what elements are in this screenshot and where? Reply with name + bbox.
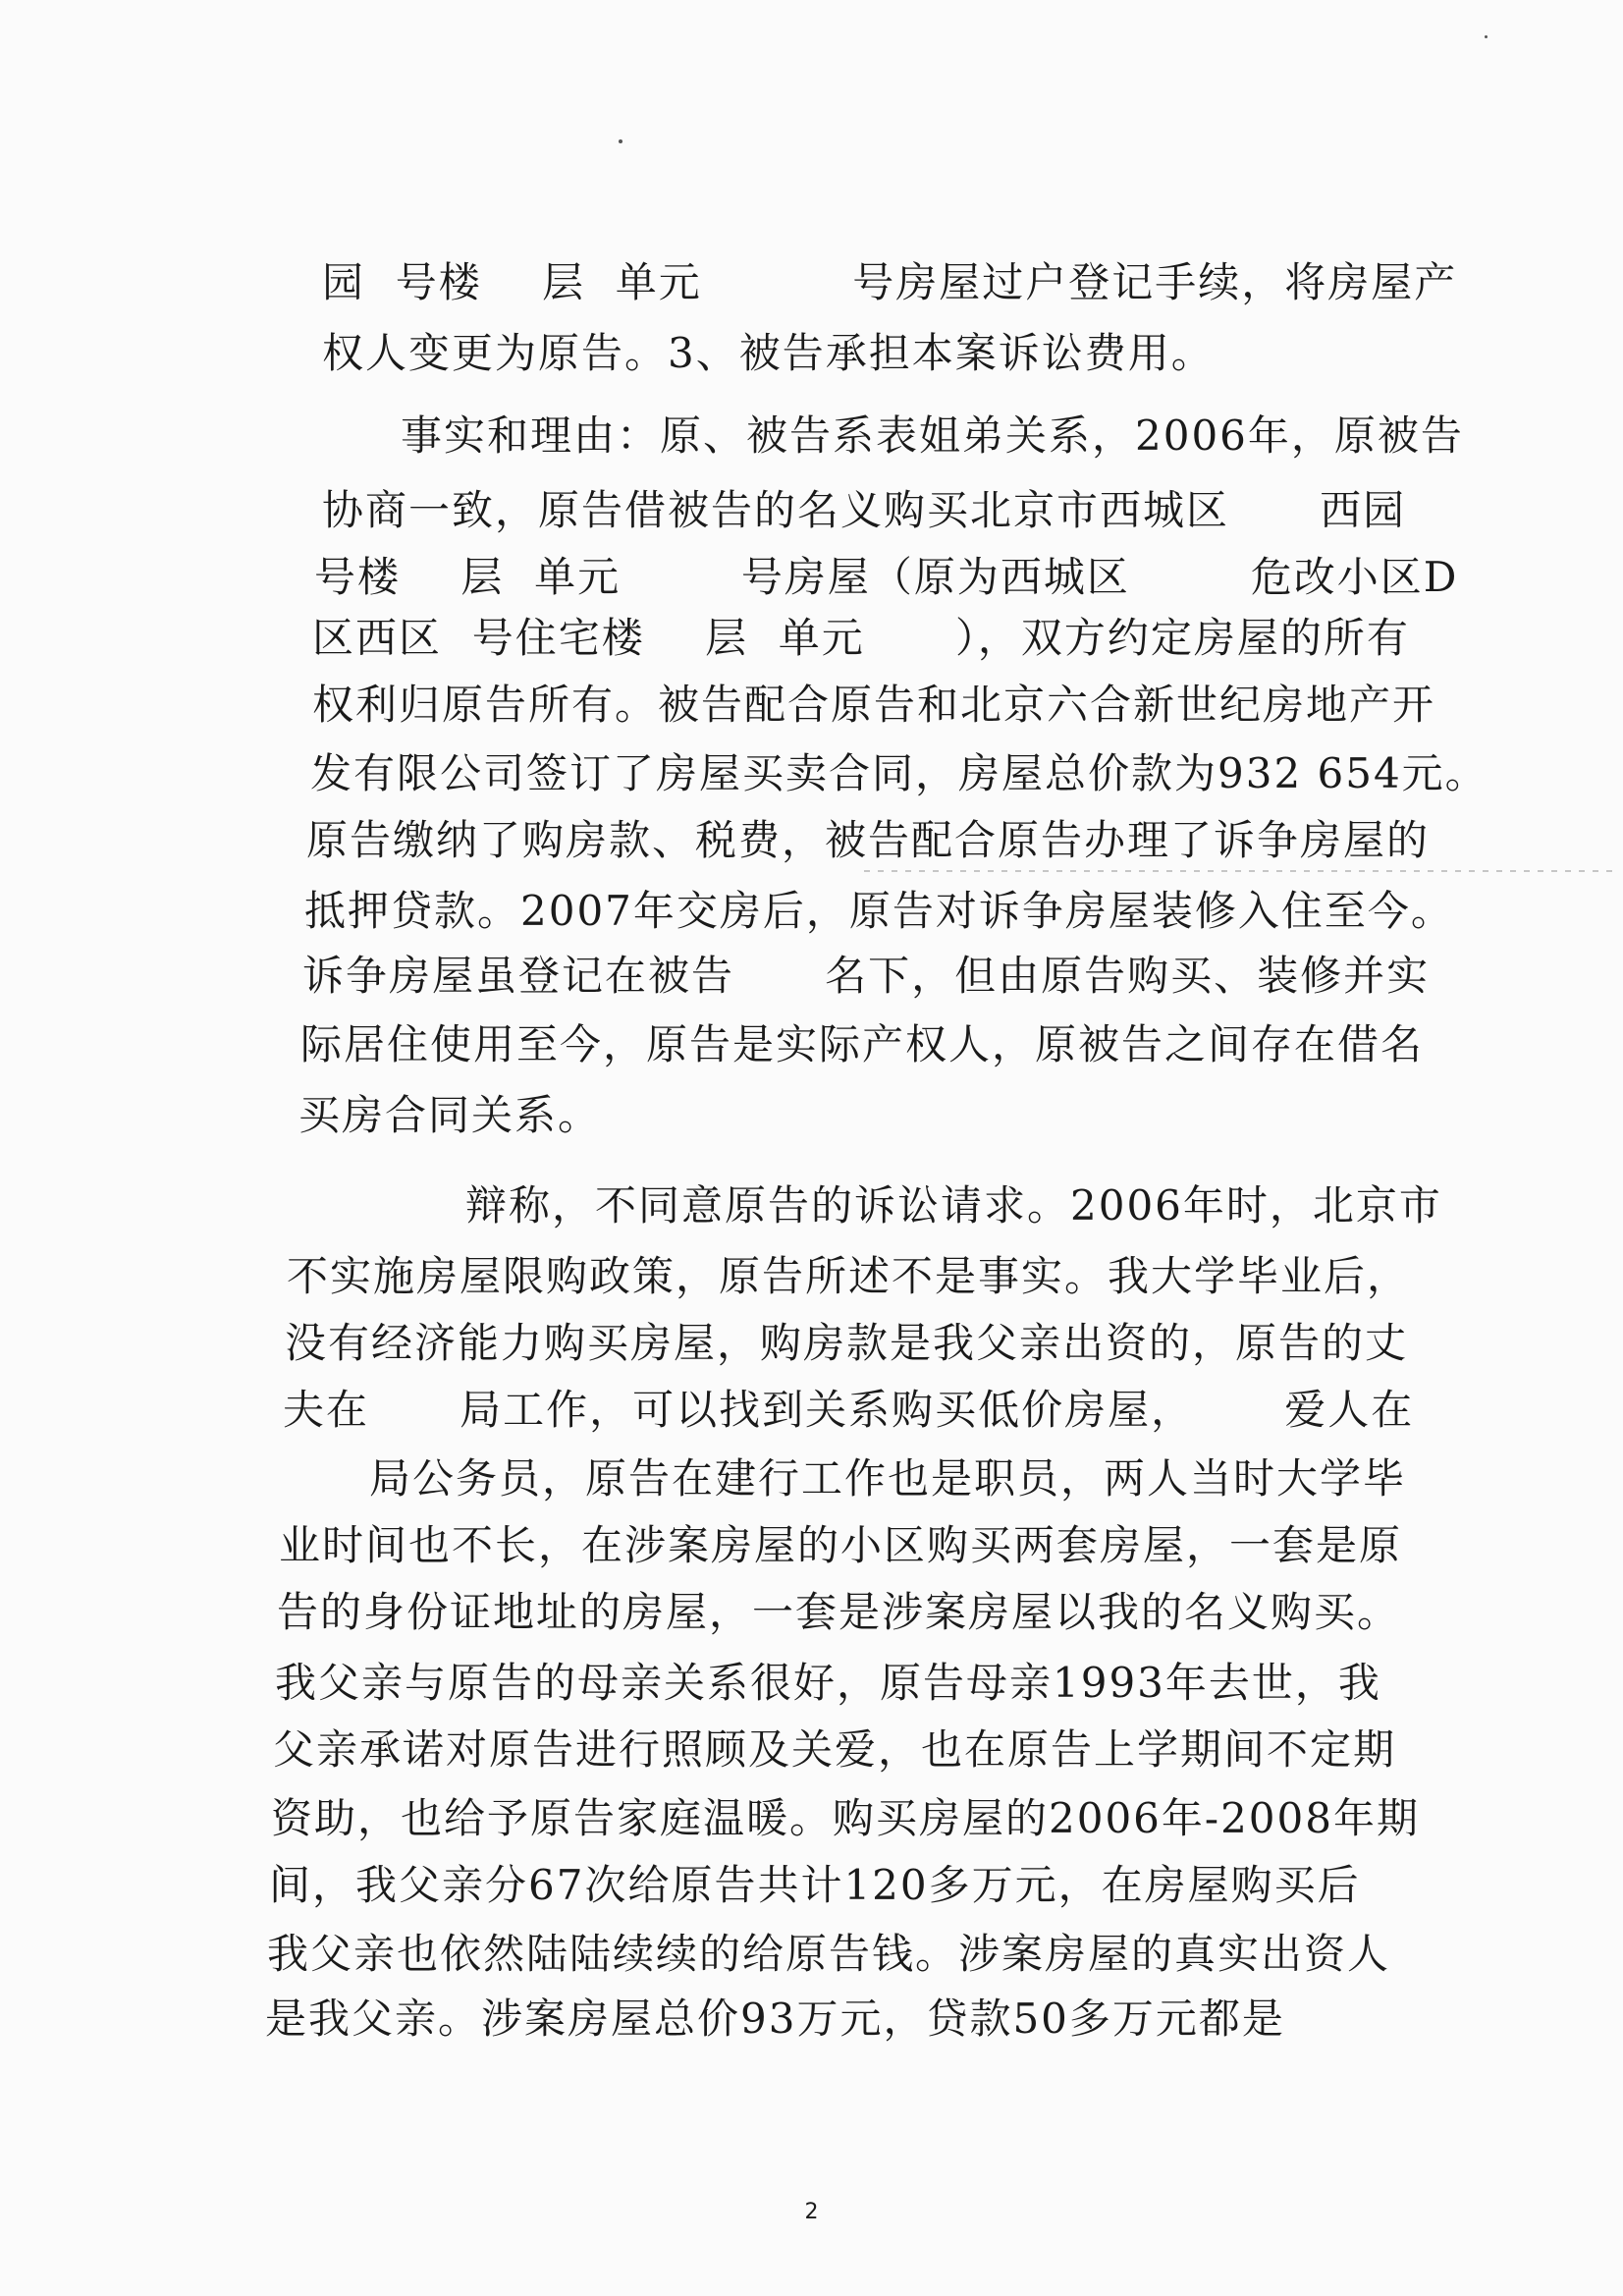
text-line: 号楼 层 单元 号房屋（原为西城区 危改小区D [314,553,1459,601]
text-line: 买房合同关系。 [298,1091,602,1139]
text-line: 诉争房屋虽登记在被告 名下，但由原告购买、装修并实 [302,952,1431,1000]
text-line: 父亲承诺对原告进行照顾及关爱，也在原告上学期间不定期 [273,1725,1397,1774]
text-line: 辩称，不同意原告的诉讼请求。2006年时，北京市 [465,1181,1442,1230]
text-line: 业时间也不长，在涉案房屋的小区购买两套房屋，一套是原 [279,1521,1403,1569]
text-line: 资助，也给予原告家庭温暖。购买房屋的2006年-2008年期 [271,1794,1420,1842]
text-line: 没有经济能力购买房屋，购房款是我父亲出资的，原告的丈 [285,1319,1409,1367]
text-line: 际居住使用至今，原告是实际产权人，原被告之间存在借名 [300,1020,1425,1068]
text-line: 夫在 局工作，可以找到关系购买低价房屋， 爱人在 [283,1386,1415,1434]
text-line: 不实施房屋限购政策，原告所述不是事实。我大学毕业后， [287,1252,1411,1300]
text-line: 事实和理由：原、被告系表姐弟关系，2006年，原被告 [401,411,1464,460]
page-number: 2 [804,2200,819,2224]
scan-speck [619,139,622,143]
text-line: 协商一致，原告借被告的名义购买北京市西城区 西园 [322,486,1407,534]
scan-seam [864,870,1620,872]
text-line: 抵押贷款。2007年交房后，原告对诉争房屋装修入住至今。 [304,887,1454,935]
text-line: 我父亲也依然陆陆续续的给原告钱。涉案房屋的真实出资人 [267,1930,1391,1978]
text-line: 权人变更为原告。3、被告承担本案诉讼费用。 [322,329,1215,377]
text-line: 告的身份证地址的房屋，一套是涉案房屋以我的名义购买。 [277,1588,1401,1636]
text-line: 间，我父亲分67次给原告共计120多万元，在房屋购买后 [269,1861,1361,1909]
text-line: 园 号楼 层 单元 号房屋过户登记手续，将房屋产 [322,258,1458,306]
text-line: 我父亲与原告的母亲关系很好，原告母亲1993年去世，我 [275,1659,1381,1707]
text-line: 局公务员，原告在建行工作也是职员，两人当时大学毕 [369,1454,1407,1503]
text-line: 是我父亲。涉案房屋总价93万元，贷款50多万元都是 [265,1995,1285,2043]
text-line: 区西区 号住宅楼 层 单元 ），双方约定房屋的所有 [312,614,1410,662]
text-line: 权利归原告所有。被告配合原告和北京六合新世纪房地产开 [312,681,1436,729]
scan-speck [1485,35,1488,38]
text-line: 发有限公司签订了房屋买卖合同，房屋总价款为932 654元。 [310,749,1488,797]
text-line: 原告缴纳了购房款、税费，被告配合原告办理了诉争房屋的 [306,816,1431,864]
